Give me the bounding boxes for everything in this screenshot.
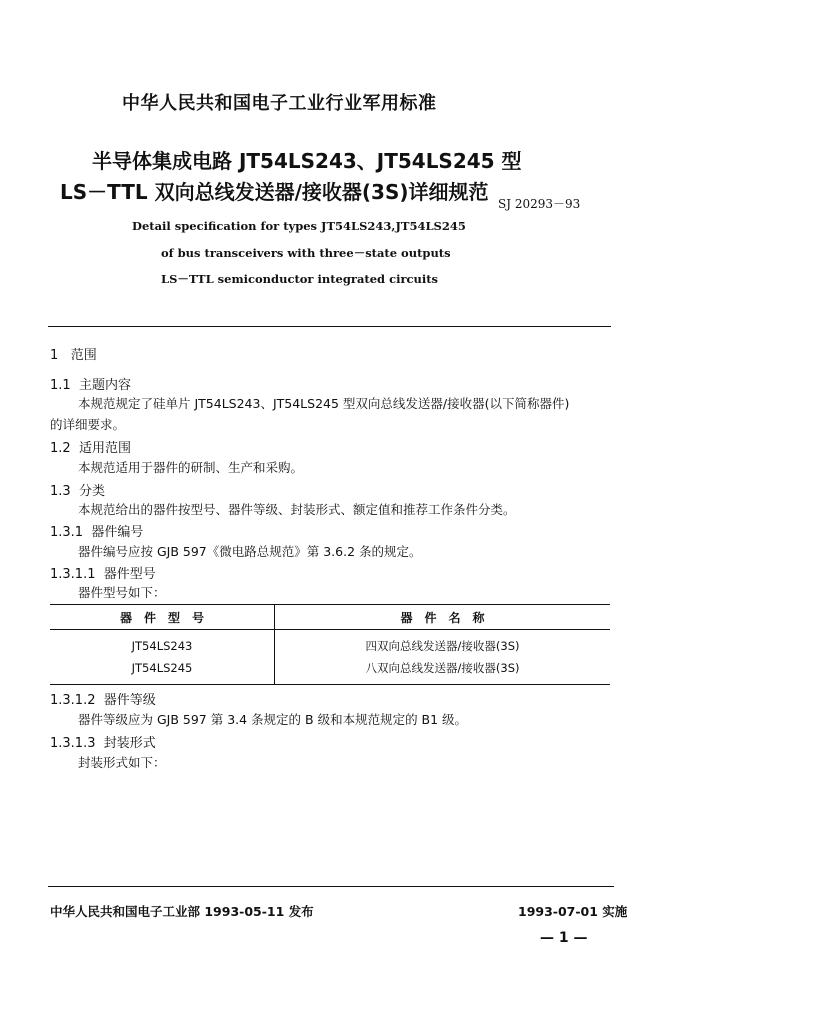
section-1-3-1-3-heading	[50, 732, 156, 751]
issuer-line: 中华人民共和国电子工业部 1993-05-11 发布	[50, 904, 314, 919]
section-1-3-heading	[50, 480, 105, 499]
english-title-line-2: of bus transceivers with three－state outputs	[161, 246, 451, 260]
section-1-3-1-3-text: 封装形式如下：	[78, 755, 166, 770]
device-model-cell: JT54LS243	[50, 630, 275, 658]
standard-number: SJ 20293－93	[498, 197, 581, 211]
english-title-line-1: Detail specification for types JT54LS243,JT54LS245	[132, 219, 466, 233]
section-1-3-1-2-text: 器件等级应为 GJB 597 第 3.4 条规定的 B 级和本规范规定的 B1 级。	[78, 712, 468, 727]
device-name-cell: 八双向总线发送器/接收器(3S)	[365, 661, 520, 675]
section-title: 器件编号	[91, 525, 144, 540]
page-number: — 1 —	[540, 930, 588, 946]
device-model-table	[50, 604, 610, 685]
section-number: 1.1	[50, 378, 71, 393]
header-device-name: 器 件 名 称	[400, 610, 485, 625]
page-title-line-1: 半导体集成电路 JT54LS243、JT54LS245 型	[92, 149, 522, 173]
section-1-3-text: 本规范给出的器件按型号、器件等级、封装形式、额定值和推荐工作条件分类。	[78, 502, 516, 517]
section-number: 1.3	[50, 484, 71, 499]
table-row	[50, 630, 610, 658]
section-1-3-1-heading	[50, 521, 143, 540]
section-1-heading	[50, 344, 97, 363]
device-name-cell: 四双向总线发送器/接收器(3S)	[365, 639, 520, 653]
section-title: 封装形式	[103, 736, 156, 751]
english-title-line-3: LS－TTL semiconductor integrated circuits	[161, 272, 439, 286]
section-number: 1	[50, 348, 59, 363]
section-number: 1.3.1	[50, 525, 84, 540]
section-number: 1.3.1.2	[50, 693, 96, 708]
section-title: 分类	[78, 484, 105, 499]
footer-divider	[48, 886, 614, 887]
section-title: 器件型号	[103, 567, 156, 582]
section-1-3-1-2-heading	[50, 689, 156, 708]
section-number: 1.3.1.1	[50, 567, 96, 582]
section-1-3-1-1-text: 器件型号如下：	[78, 585, 166, 600]
table-row	[50, 657, 610, 685]
section-title: 范围	[70, 348, 97, 363]
section-1-3-1-1-heading	[50, 563, 156, 582]
section-number: 1.3.1.3	[50, 736, 96, 751]
standard-category-header: 中华人民共和国电子工业行业军用标准	[122, 93, 437, 114]
section-title: 主题内容	[78, 378, 131, 393]
section-1-1-text-line-2: 的详细要求。	[50, 417, 126, 432]
section-number: 1.2	[50, 441, 71, 456]
section-1-3-1-text: 器件编号应按 GJB 597《微电路总规范》第 3.6.2 条的规定。	[78, 544, 422, 559]
section-1-2-text: 本规范适用于器件的研制、生产和采购。	[78, 460, 304, 475]
section-1-1-heading	[50, 374, 131, 393]
section-title: 器件等级	[103, 693, 156, 708]
effective-date: 1993-07-01 实施	[518, 904, 628, 919]
section-title: 适用范围	[78, 441, 131, 456]
device-model-cell: JT54LS245	[50, 657, 275, 685]
title-divider	[48, 326, 611, 327]
table-header-row	[50, 605, 610, 630]
header-device-model: 器 件 型 号	[50, 605, 275, 630]
page-title-line-2: LS－TTL 双向总线发送器/接收器(3S)详细规范	[60, 180, 489, 204]
section-1-1-text-line-1: 本规范规定了硅单片 JT54LS243、JT54LS245 型双向总线发送器/接收器(以下简称器件)	[78, 396, 570, 411]
section-1-2-heading	[50, 437, 131, 456]
